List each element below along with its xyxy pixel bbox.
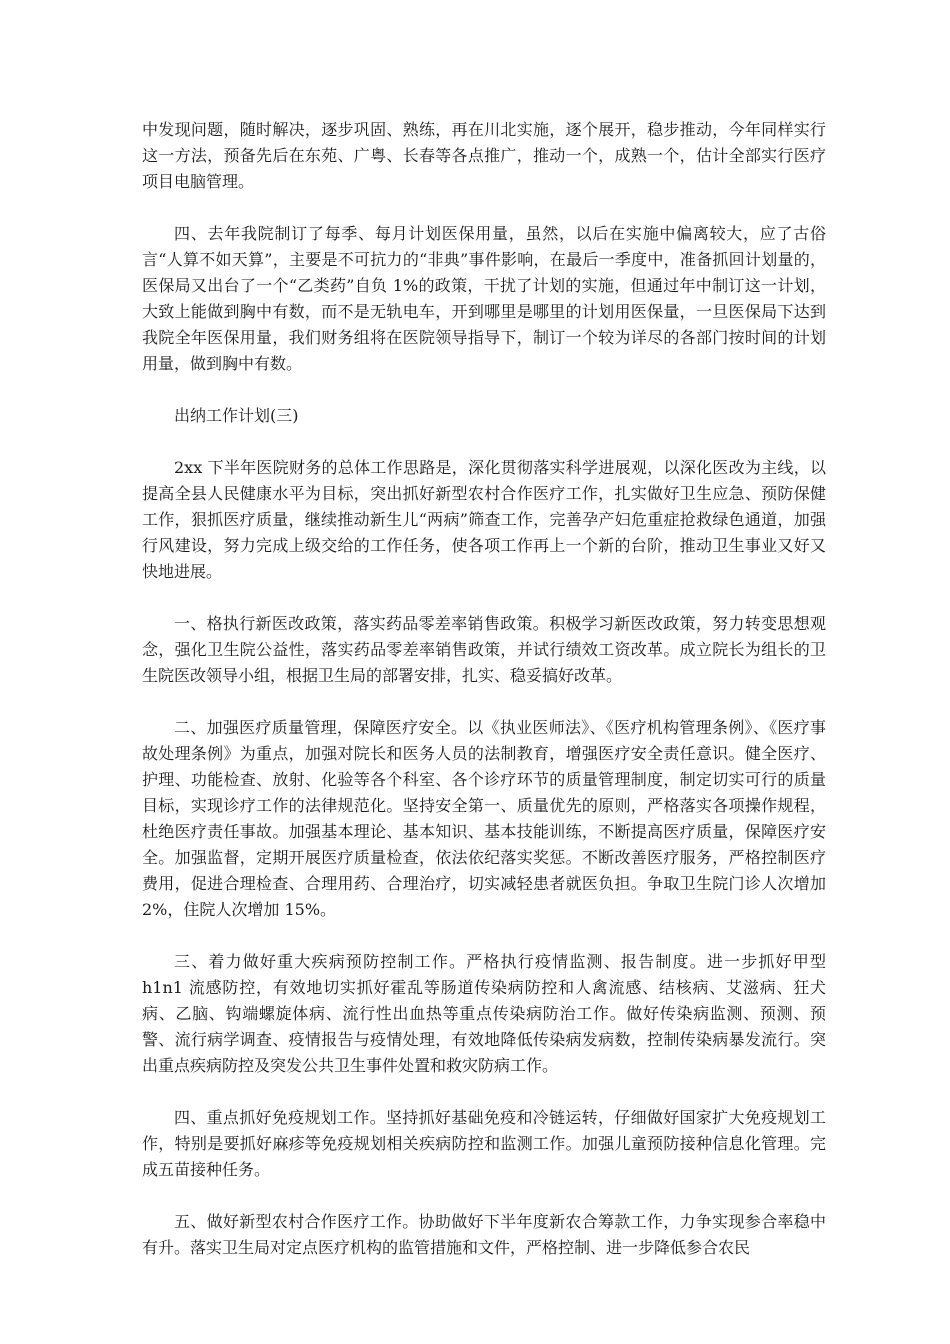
document-body	[142, 117, 826, 1287]
paragraph-item-four: 四、重点抓好免疫规划工作。坚持抓好基础免疫和冷链运转，仔细做好国家扩大免疫规划工作，特别是要抓好麻疹等免疫规划相关疾病防控和监测工作。加强儿童预防接种信息化管理。完成五苗接种任务。	[142, 1108, 826, 1179]
paragraph-item-three: 三、着力做好重大疾病预防控制工作。严格执行疫情监测、报告制度。进一步抓好甲型 h1n1 流感防控，有效地切实抓好霍乱等肠道传染病防控和人禽流感、结核病、艾滋病、狂犬病、乙脑、钩端螺旋体病、流行性出血热等重点传染病防治工作。做好传染病监测、预测、预警、流行病学调查、疫情报告与疫情处理，有效地降低传染病发病数，控制传染病暴发流行。突出重点疾病防控及突发公共卫生事件处置和救灾防病工作。	[142, 952, 826, 1075]
paragraph-overview: 2xx 下半年医院财务的总体工作思路是，深化贯彻落实科学进展观，以深化医改为主线，以提高全县人民健康水平为目标，突出抓好新型农村合作医疗工作，扎实做好卫生应急、预防保健工作，狠抓医疗质量，继续推动新生儿“两病”筛查工作，完善孕产妇危重症抢救绿色通道，加强行风建设，努力完成上级交给的工作任务，使各项工作再上一个新的台阶，推动卫生事业又好又快地进展。	[142, 458, 826, 581]
paragraph-continuation: 中发现问题，随时解决，逐步巩固、熟练，再在川北实施，逐个展开，稳步推动，今年同样实行这一方法，预备先后在东苑、广粤、长春等各点推广，推动一个，成熟一个，估计全部实行医疗项目电脑管理。	[142, 120, 826, 191]
paragraph-item-two: 二、加强医疗质量管理，保障医疗安全。以《执业医师法》、《医疗机构管理条例》、《医疗事故处理条例》为重点，加强对院长和医务人员的法制教育，增强医疗安全责任意识。健全医疗、护理、功能检查、放射、化验等各个科室、各个诊疗环节的质量管理制度，制定切实可行的质量目标，实现诊疗工作的法律规范化。坚持安全第一、质量优先的原则，严格落实各项操作规程，杜绝医疗责任事故。加强基本理论、基本知识、基本技能训练，不断提高医疗质量，保障医疗安全。加强监督，定期开展医疗质量检查，依法依纪落实奖惩。不断改善医疗服务，严格控制医疗费用，促进合理检查、合理用药、合理治疗，切实减轻患者就医负担。争取卫生院门诊人次增加 2%，住院人次增加 15%。	[142, 718, 826, 919]
paragraph-item-one: 一、格执行新医改政策，落实药品零差率销售政策。积极学习新医改政策，努力转变思想观念，强化卫生院公益性，落实药品零差率销售政策，并试行绩效工资改革。成立院长为组长的卫生院医改领导小组，根据卫生局的部署安排，扎实、稳妥搞好改革。	[142, 614, 826, 685]
section-heading: 出纳工作计划(三)	[174, 406, 299, 425]
paragraph-item-five: 五、做好新型农村合作医疗工作。协助做好下半年度新农合筹款工作，力争实现参合率稳中有升。落实卫生局对定点医疗机构的监管措施和文件，严格控制、进一步降低参合农民	[142, 1212, 826, 1257]
paragraph-plan-four: 四、去年我院制订了每季、每月计划医保用量，虽然，以后在实施中偏离较大，应了古俗言“人算不如天算”，主要是不可抗力的“非典”事件影响，在最后一季度中，准备抓回计划量的，医保局又出台了一个“乙类药”自负 1%的政策，干扰了计划的实施，但通过年中制订这一计划，大致上能做到胸中有数，而不是无轨电车，开到哪里是哪里的计划用医保量，一旦医保局下达到我院全年医保用量，我们财务组将在医院领导指导下，制订一个较为详尽的各部门按时间的计划用量，做到胸中有数。	[142, 224, 826, 373]
